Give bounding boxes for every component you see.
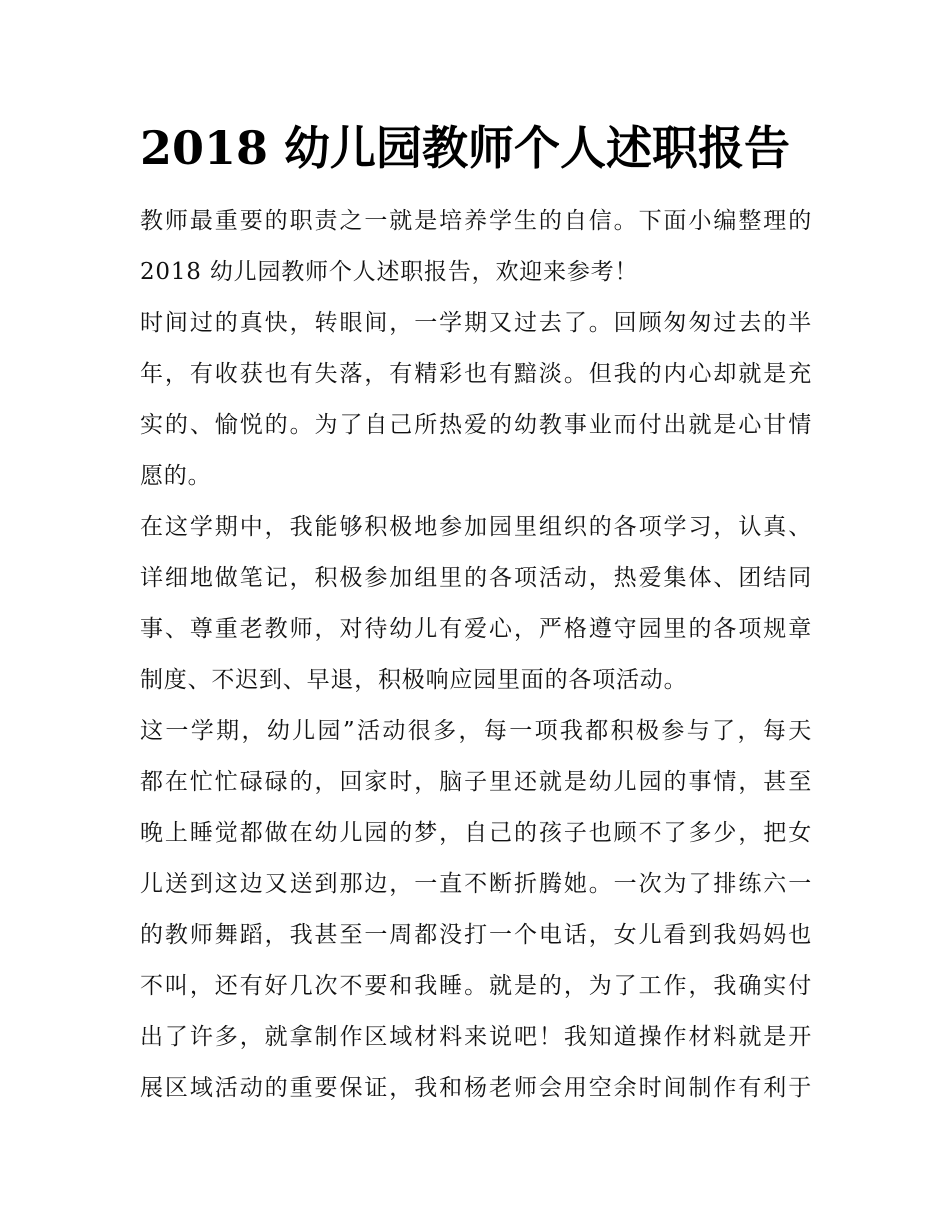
text-line: 都在忙忙碌碌的，回家时，脑子里还就是幼儿园的事情，甚至 — [140, 769, 812, 795]
paragraph-intro — [140, 196, 812, 298]
text-line: 的教师舞蹈，我甚至一周都没打一个电话，女儿看到我妈妈也 — [140, 922, 812, 948]
text-line: 这一学期，幼儿园”活动很多，每一项我都积极参与了，每天 — [140, 718, 812, 744]
paragraph-review — [140, 298, 812, 502]
text-line: 不叫，还有好几次不要和我睡。就是的，为了工作，我确实付 — [140, 973, 812, 999]
text-line: 事、尊重老教师，对待幼儿有爱心，严格遵守园里的各项规章 — [140, 616, 812, 642]
text-line: 展区域活动的重要保证，我和杨老师会用空余时间制作有利于 — [140, 1075, 812, 1101]
text-line: 详细地做笔记，积极参加组里的各项活动，热爱集体、团结同 — [140, 565, 812, 591]
text-line: 年，有收获也有失落，有精彩也有黯淡。但我的内心却就是充 — [140, 361, 812, 387]
text-line: 制度、不迟到、早退，积极响应园里面的各项活动。 — [140, 667, 688, 693]
text-line: 教师最重要的职责之一就是培养学生的自信。下面小编整理的 — [140, 208, 812, 234]
paragraph-study — [140, 502, 812, 706]
document-body — [140, 196, 812, 1114]
text-line: 时间过的真快，转眼间，一学期又过去了。回顾匆匆过去的半 — [140, 310, 812, 336]
text-line: 晚上睡觉都做在幼儿园的梦，自己的孩子也顾不了多少，把女 — [140, 820, 812, 846]
text-line: 儿送到这边又送到那边，一直不断折腾她。一次为了排练六一 — [140, 871, 812, 897]
text-line: 2018 幼儿园教师个人述职报告，欢迎来参考！ — [140, 259, 639, 285]
document-title: 2018 幼儿园教师个人述职报告 — [140, 121, 791, 175]
text-line: 愿的。 — [140, 463, 212, 489]
text-line: 实的、愉悦的。为了自己所热爱的幼教事业而付出就是心甘情 — [140, 412, 812, 438]
text-line: 在这学期中，我能够积极地参加园里组织的各项学习，认真、 — [140, 514, 812, 540]
paragraph-activities — [140, 706, 812, 1114]
text-line: 出了许多，就拿制作区域材料来说吧！我知道操作材料就是开 — [140, 1024, 812, 1050]
